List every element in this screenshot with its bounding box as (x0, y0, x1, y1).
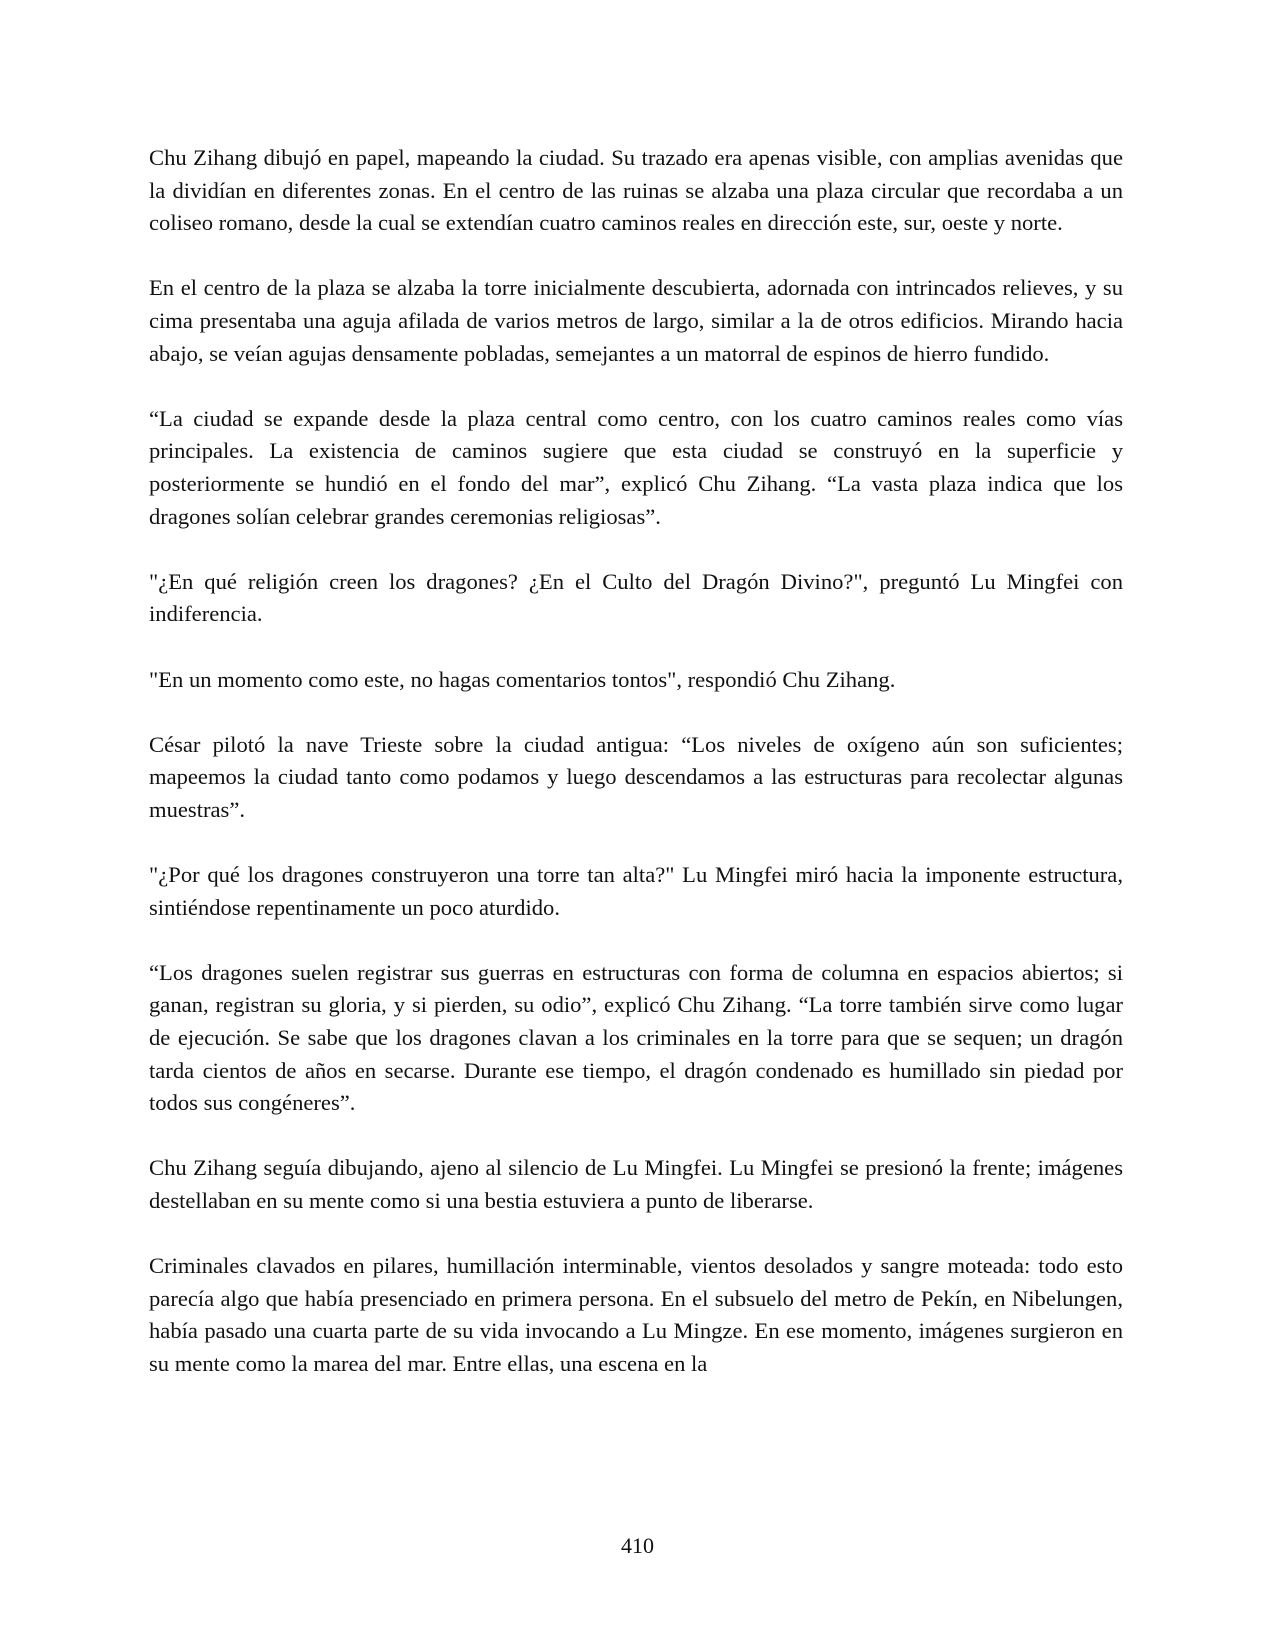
paragraph-4: "¿En qué religión creen los dragones? ¿En el Culto del Dragón Divino?", preguntó Lu Mingfei con indiferencia. (149, 568, 1123, 627)
paragraph-3: “La ciudad se expande desde la plaza central como centro, con los cuatro caminos reales como vías principales. La existencia de caminos sugiere que esta ciudad se construyó en la superficie y posteriormente se hundió en el fondo del mar”, explicó Chu Zihang. “La vasta plaza indica que los dragones solían celebrar grandes ceremonias religiosas”. (149, 405, 1123, 529)
paragraph-2: En el centro de la plaza se alzaba la torre inicialmente descubierta, adornada con intrincados relieves, y su cima presentaba una aguja afilada de varios metros de largo, similar a la de otros edificios. Mirando hacia abajo, se veían agujas densamente pobladas, semejantes a un matorral de espinos de hierro fundido. (149, 275, 1123, 366)
paragraph-8: “Los dragones suelen registrar sus guerras en estructuras con forma de columna en espacios abiertos; si ganan, registran su gloria, y si pierden, su odio”, explicó Chu Zihang. “La torre también sirve como lugar de ejecución. Se sabe que los dragones clavan a los criminales en la torre para que se sequen; un dragón tarda cientos de años en secarse. Durante ese tiempo, el dragón condenado es humillado sin piedad por todos sus congéneres”. (149, 959, 1123, 1116)
paragraph-5: "En un momento como este, no hagas comentarios tontos", respondió Chu Zihang. (149, 666, 896, 692)
page-body (149, 142, 1123, 1413)
paragraph-7: "¿Por qué los dragones construyeron una torre tan alta?" Lu Mingfei miró hacia la imponente estructura, sintiéndose repentinamente un poco aturdido. (149, 862, 1123, 920)
paragraph-9: Chu Zihang seguía dibujando, ajeno al silencio de Lu Mingfei. Lu Mingfei se presionó la frente; imágenes destellaban en su mente como si una bestia estuviera a punto de liberarse. (149, 1155, 1123, 1213)
page-number: 410 (621, 1533, 654, 1558)
paragraph-6: César pilotó la nave Trieste sobre la ciudad antigua: “Los niveles de oxígeno aún son suficientes; mapeemos la ciudad tanto como podamos y luego descendamos a las estructuras para recolectar algunas muestras”. (149, 731, 1123, 822)
paragraph-10: Criminales clavados en pilares, humillación interminable, vientos desolados y sangre moteada: todo esto parecía algo que había presenciado en primera persona. En el subsuelo del metro de Pekín, en Nibelungen, había pasado una cuarta parte de su vida invocando a Lu Mingze. En ese momento, imágenes surgieron en su mente como la marea del mar. Entre ellas, una escena en la (149, 1253, 1123, 1376)
paragraph-1: Chu Zihang dibujó en papel, mapeando la ciudad. Su trazado era apenas visible, con amplias avenidas que la dividían en diferentes zonas. En el centro de las ruinas se alzaba una plaza circular que recordaba a un coliseo romano, desde la cual se extendían cuatro caminos reales en dirección este, sur, oeste y norte. (149, 145, 1123, 236)
